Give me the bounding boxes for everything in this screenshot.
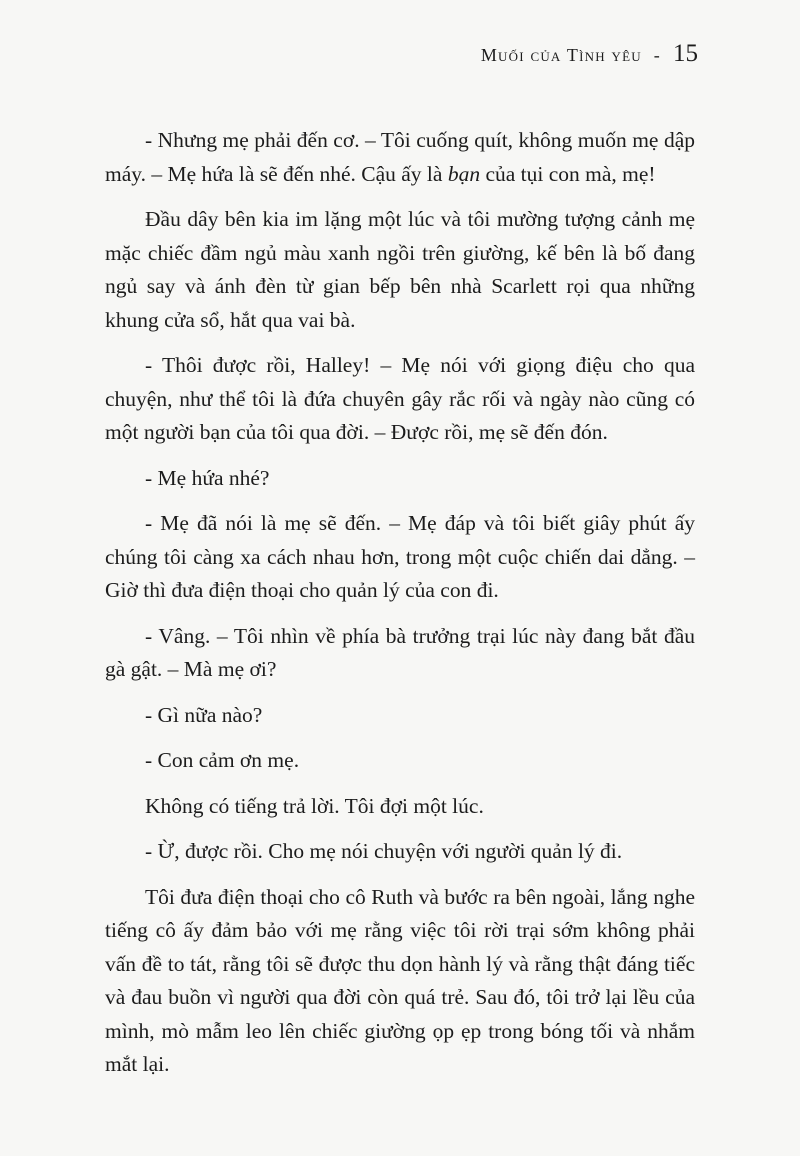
paragraph-8: - Con cảm ơn mẹ.: [145, 748, 300, 772]
running-header: [481, 40, 698, 68]
paragraph-9: Không có tiếng trả lời. Tôi đợi một lúc.: [145, 793, 484, 818]
paragraph-3: - Thôi được rồi, Halley! – Mẹ nói với giọng điệu cho qua chuyện, như thể tôi là đứa chuyên gây rắc rối và ngày nào cũng có một người bạn của tôi qua đời. – Được rồi, mẹ sẽ đến đón.: [105, 353, 695, 444]
paragraph-1-text-before: - Nhưng mẹ phải đến cơ. – Tôi cuống quít, không muốn mẹ dập máy. – Mẹ hứa là sẽ đến nhé. Cậu ấy là: [105, 128, 695, 186]
paragraph-2: Đầu dây bên kia im lặng một lúc và tôi mường tượng cảnh mẹ mặc chiếc đầm ngủ màu xanh ngồi trên giường, kế bên là bố đang ngủ say và ánh đèn từ gian bếp bên nhà Scarlett rọi qua những khung cửa sổ, hắt qua vai bà.: [105, 207, 695, 332]
paragraph-5: - Mẹ đã nói là mẹ sẽ đến. – Mẹ đáp và tôi biết giây phút ấy chúng tôi càng xa cách nhau hơn, trong một cuộc chiến dai dẳng. – Giờ thì đưa điện thoại cho quản lý của con đi.: [105, 511, 695, 602]
paragraph-6: - Vâng. – Tôi nhìn về phía bà trưởng trại lúc này đang bắt đầu gà gật. – Mà mẹ ơi?: [105, 623, 695, 681]
paragraph-1-text-after: của tụi con mà, mẹ!: [480, 161, 656, 186]
paragraph-10: - Ừ, được rồi. Cho mẹ nói chuyện với người quản lý đi.: [145, 839, 623, 863]
paragraph-1: [105, 124, 695, 191]
paragraph-1-emphasis: bạn: [447, 161, 481, 186]
paragraph-4: - Mẹ hứa nhé?: [145, 465, 270, 490]
paragraph-11: Tôi đưa điện thoại cho cô Ruth và bước ra bên ngoài, lắng nghe tiếng cô ấy đảm bảo với mẹ rằng việc tôi rời trại sớm không phải vấn đề to tát, rằng tôi sẽ được thu dọn hành lý và rằng thật đáng tiếc và đau buồn vì người qua đời còn quá trẻ. Sau đó, tôi trở lại lều của mình, mò mẫm leo lên chiếc giường ọp ẹp trong bóng tối và nhắm mắt lại.: [105, 884, 695, 1076]
body-text: [105, 124, 695, 1082]
paragraph-7: - Gì nữa nào?: [145, 702, 263, 727]
page-number: 15: [673, 40, 698, 67]
running-title: Muối của Tình yêu: [480, 45, 642, 65]
header-separator: -: [653, 45, 661, 65]
